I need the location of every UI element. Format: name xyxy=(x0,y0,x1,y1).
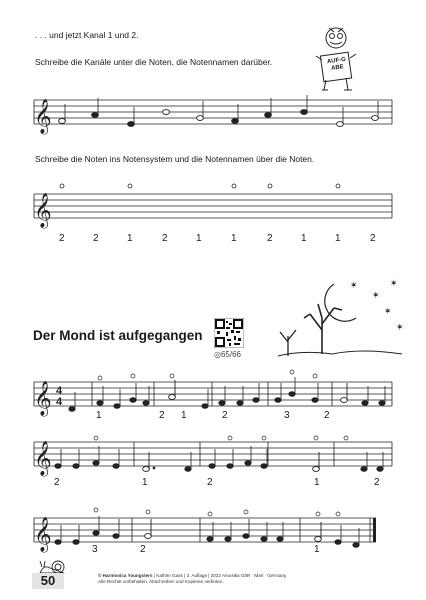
staff-1 xyxy=(0,90,426,140)
channel-number: 2 xyxy=(59,233,65,244)
channel-number: 1 xyxy=(181,410,187,421)
page-number: 50 xyxy=(32,573,64,589)
qr-code-icon xyxy=(214,318,244,348)
copyright-details: | Kathrin Gass | 3. Auflage | 2022 Amusika GbR · Marl · Germany xyxy=(152,573,287,578)
note-head xyxy=(59,119,66,124)
note-head xyxy=(372,116,379,121)
channel-number: 1 xyxy=(142,477,148,488)
note-head xyxy=(337,122,344,127)
treble-clef-icon: 𝄞 xyxy=(34,441,52,476)
channel-number: 2 xyxy=(222,410,228,421)
copyright-line-2: Alle Rechte vorbehalten. Abschreiben und Kopieren verboten. xyxy=(98,578,224,584)
intro-text: . . . und jetzt Kanal 1 und 2. xyxy=(35,30,139,40)
note-head xyxy=(163,110,170,115)
star-icon: ✶ xyxy=(372,291,380,301)
note-head xyxy=(301,110,308,115)
copyright-brand: © Harmonica Youngsters xyxy=(98,573,153,578)
channel-number: 2 xyxy=(159,410,165,421)
channel-number: 2 xyxy=(140,544,146,555)
staff-2 xyxy=(0,180,426,230)
moon-night-illustration xyxy=(272,278,412,362)
aufgabe-badge-text: AUF-GABE xyxy=(326,56,347,72)
audio-icon: ◎ xyxy=(214,350,221,359)
copyright-footer xyxy=(98,573,286,585)
song-title: Der Mond ist aufgegangen xyxy=(33,328,203,343)
channel-number: 2 xyxy=(162,233,168,244)
channel-number: 3 xyxy=(284,410,290,421)
song-staff-1 xyxy=(0,370,426,416)
channel-number: 1 xyxy=(301,233,307,244)
svg-text:4: 4 xyxy=(56,385,63,397)
channel-number: 1 xyxy=(231,233,237,244)
channel-number: 1 xyxy=(335,233,341,244)
star-icon: ✶ xyxy=(350,281,358,291)
treble-clef-icon: 𝄞 xyxy=(34,517,52,552)
song-staff-2 xyxy=(0,430,426,476)
treble-clef-icon: 𝄞 xyxy=(34,193,52,228)
audio-track-number: 65/66 xyxy=(220,350,242,359)
channel-number: 1 xyxy=(127,233,133,244)
task-1-instruction: Schreibe die Kanäle unter die Noten, die Notennamen darüber. xyxy=(35,57,273,67)
treble-clef-icon: 𝄞 xyxy=(34,381,52,416)
channel-number: 1 xyxy=(314,477,320,488)
channel-number: 1 xyxy=(96,410,102,421)
channel-number: 2 xyxy=(374,477,380,488)
star-icon: ✶ xyxy=(396,323,404,333)
channel-number: 2 xyxy=(267,233,273,244)
svg-text:4: 4 xyxy=(56,396,63,408)
audio-track-label xyxy=(214,350,241,359)
channel-number: 2 xyxy=(93,233,99,244)
channel-number: 1 xyxy=(196,233,202,244)
channel-number: 3 xyxy=(92,544,98,555)
channel-number: 2 xyxy=(324,410,330,421)
treble-clef-icon: 𝄞 xyxy=(34,99,52,134)
note-head xyxy=(232,119,239,124)
channel-number: 2 xyxy=(370,233,376,244)
star-icon: ✶ xyxy=(384,307,392,317)
song-staff-3 xyxy=(0,506,426,552)
star-icon: ✶ xyxy=(390,279,398,289)
note-head xyxy=(92,113,99,118)
channel-number: 1 xyxy=(314,544,320,555)
note-head xyxy=(128,122,135,127)
task-2-instruction: Schreibe die Noten ins Notensystem und die Notennamen über die Noten. xyxy=(35,154,315,164)
note-head xyxy=(197,116,204,121)
note-head xyxy=(265,113,272,118)
channel-number: 2 xyxy=(54,477,60,488)
channel-number: 2 xyxy=(207,477,213,488)
